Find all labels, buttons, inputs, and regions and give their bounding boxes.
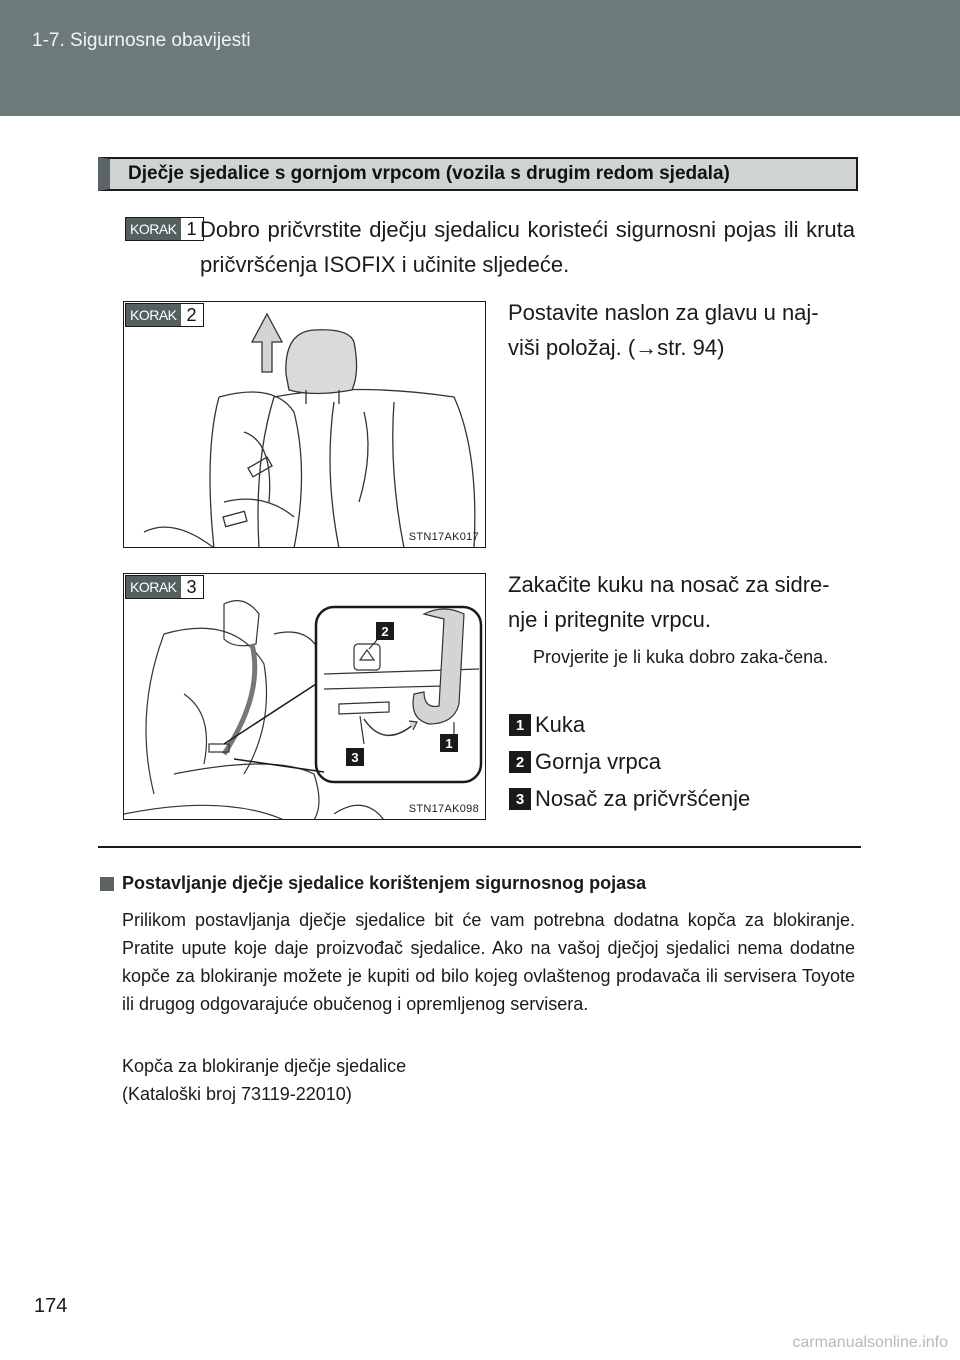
legend-badge: 2 xyxy=(509,751,531,773)
svg-text:3: 3 xyxy=(351,750,359,765)
step-3-text xyxy=(508,567,858,637)
legend-label: Nosač za pričvršćenje xyxy=(535,786,751,811)
section-label: 1-7. Sigurnosne obavijesti xyxy=(32,30,251,51)
step-tag-word: KORAK xyxy=(126,576,181,598)
step-3-tag xyxy=(125,575,204,599)
figure-code: STN17AK098 xyxy=(408,803,479,815)
page-number: 174 xyxy=(34,1295,68,1317)
figure-tether-hook xyxy=(123,573,486,820)
headrest-illustration xyxy=(124,302,486,548)
subsection-heading-text: Postavljanje dječje sjedalice korištenjem sigurnosnog pojasa xyxy=(122,873,647,893)
step-tag-number: 2 xyxy=(181,304,203,326)
watermark: carmanualsonline.info xyxy=(792,1334,948,1351)
header-band xyxy=(0,0,960,116)
legend-label: Kuka xyxy=(535,712,586,737)
legend-badge: 3 xyxy=(509,788,531,810)
svg-text:1: 1 xyxy=(445,736,453,751)
part-line-1: Kopča za blokiranje dječje sjedalice xyxy=(122,1056,407,1076)
part-line-2: (Kataloški broj 73119-22010) xyxy=(122,1084,352,1104)
legend-item-1 xyxy=(509,710,585,740)
step-1-tag xyxy=(125,217,204,241)
subsection-paragraph: Prilikom postavljanja dječje sjedalice bit će vam potrebna dodatna kopča za blokiranje. Pratite upute koje daje proizvođač sjedalice. Ako na vašoj dječjoj sjedalici nema dodatne kopče za blokiranje možete je kupiti od bilo kojeg ovlaštenog prodavača ili servisera Toyote ili drugog odgovarajuće obučenog i opremljenog servisera. xyxy=(122,910,855,1014)
part-number-block xyxy=(122,1052,855,1108)
step-3-text-line2: nje i pritegnite vrpcu. xyxy=(508,607,711,632)
legend-label: Gornja vrpca xyxy=(535,749,661,774)
svg-text:2: 2 xyxy=(381,624,389,639)
step-tag-word: KORAK xyxy=(126,304,181,326)
section-title: Dječje sjedalice s gornjom vrpcom (vozila s drugim redom sjedala) xyxy=(128,163,730,184)
figure-headrest xyxy=(123,301,486,548)
step-1-text: Dobro pričvrstite dječju sjedalicu koristeći sigurnosni pojas ili kruta pričvršćenja ISOFIX i učinite sljedeće. xyxy=(200,217,855,277)
step-2-text xyxy=(508,295,858,365)
step-3-text-line1: Zakačite kuku na nosač za sidre- xyxy=(508,572,830,597)
step-tag-word: KORAK xyxy=(126,218,181,240)
step-tag-number: 1 xyxy=(181,218,203,240)
step-2-tag xyxy=(125,303,204,327)
divider xyxy=(98,846,861,848)
legend-item-3 xyxy=(509,784,750,814)
step-tag-number: 3 xyxy=(181,576,203,598)
heading-square-icon xyxy=(100,877,114,891)
figure-code: STN17AK017 xyxy=(408,531,479,543)
legend-badge: 1 xyxy=(509,714,531,736)
step-3-note: Provjerite je li kuka dobro zaka-čena. xyxy=(533,647,829,667)
subsection-heading xyxy=(100,873,646,894)
step-2-text-line2: viši položaj. (→str. 94) xyxy=(508,335,725,360)
step-2-text-line1: Postavite naslon za glavu u naj- xyxy=(508,300,819,325)
section-title-box xyxy=(98,157,858,191)
legend-item-2 xyxy=(509,747,661,777)
tether-illustration xyxy=(124,574,486,820)
